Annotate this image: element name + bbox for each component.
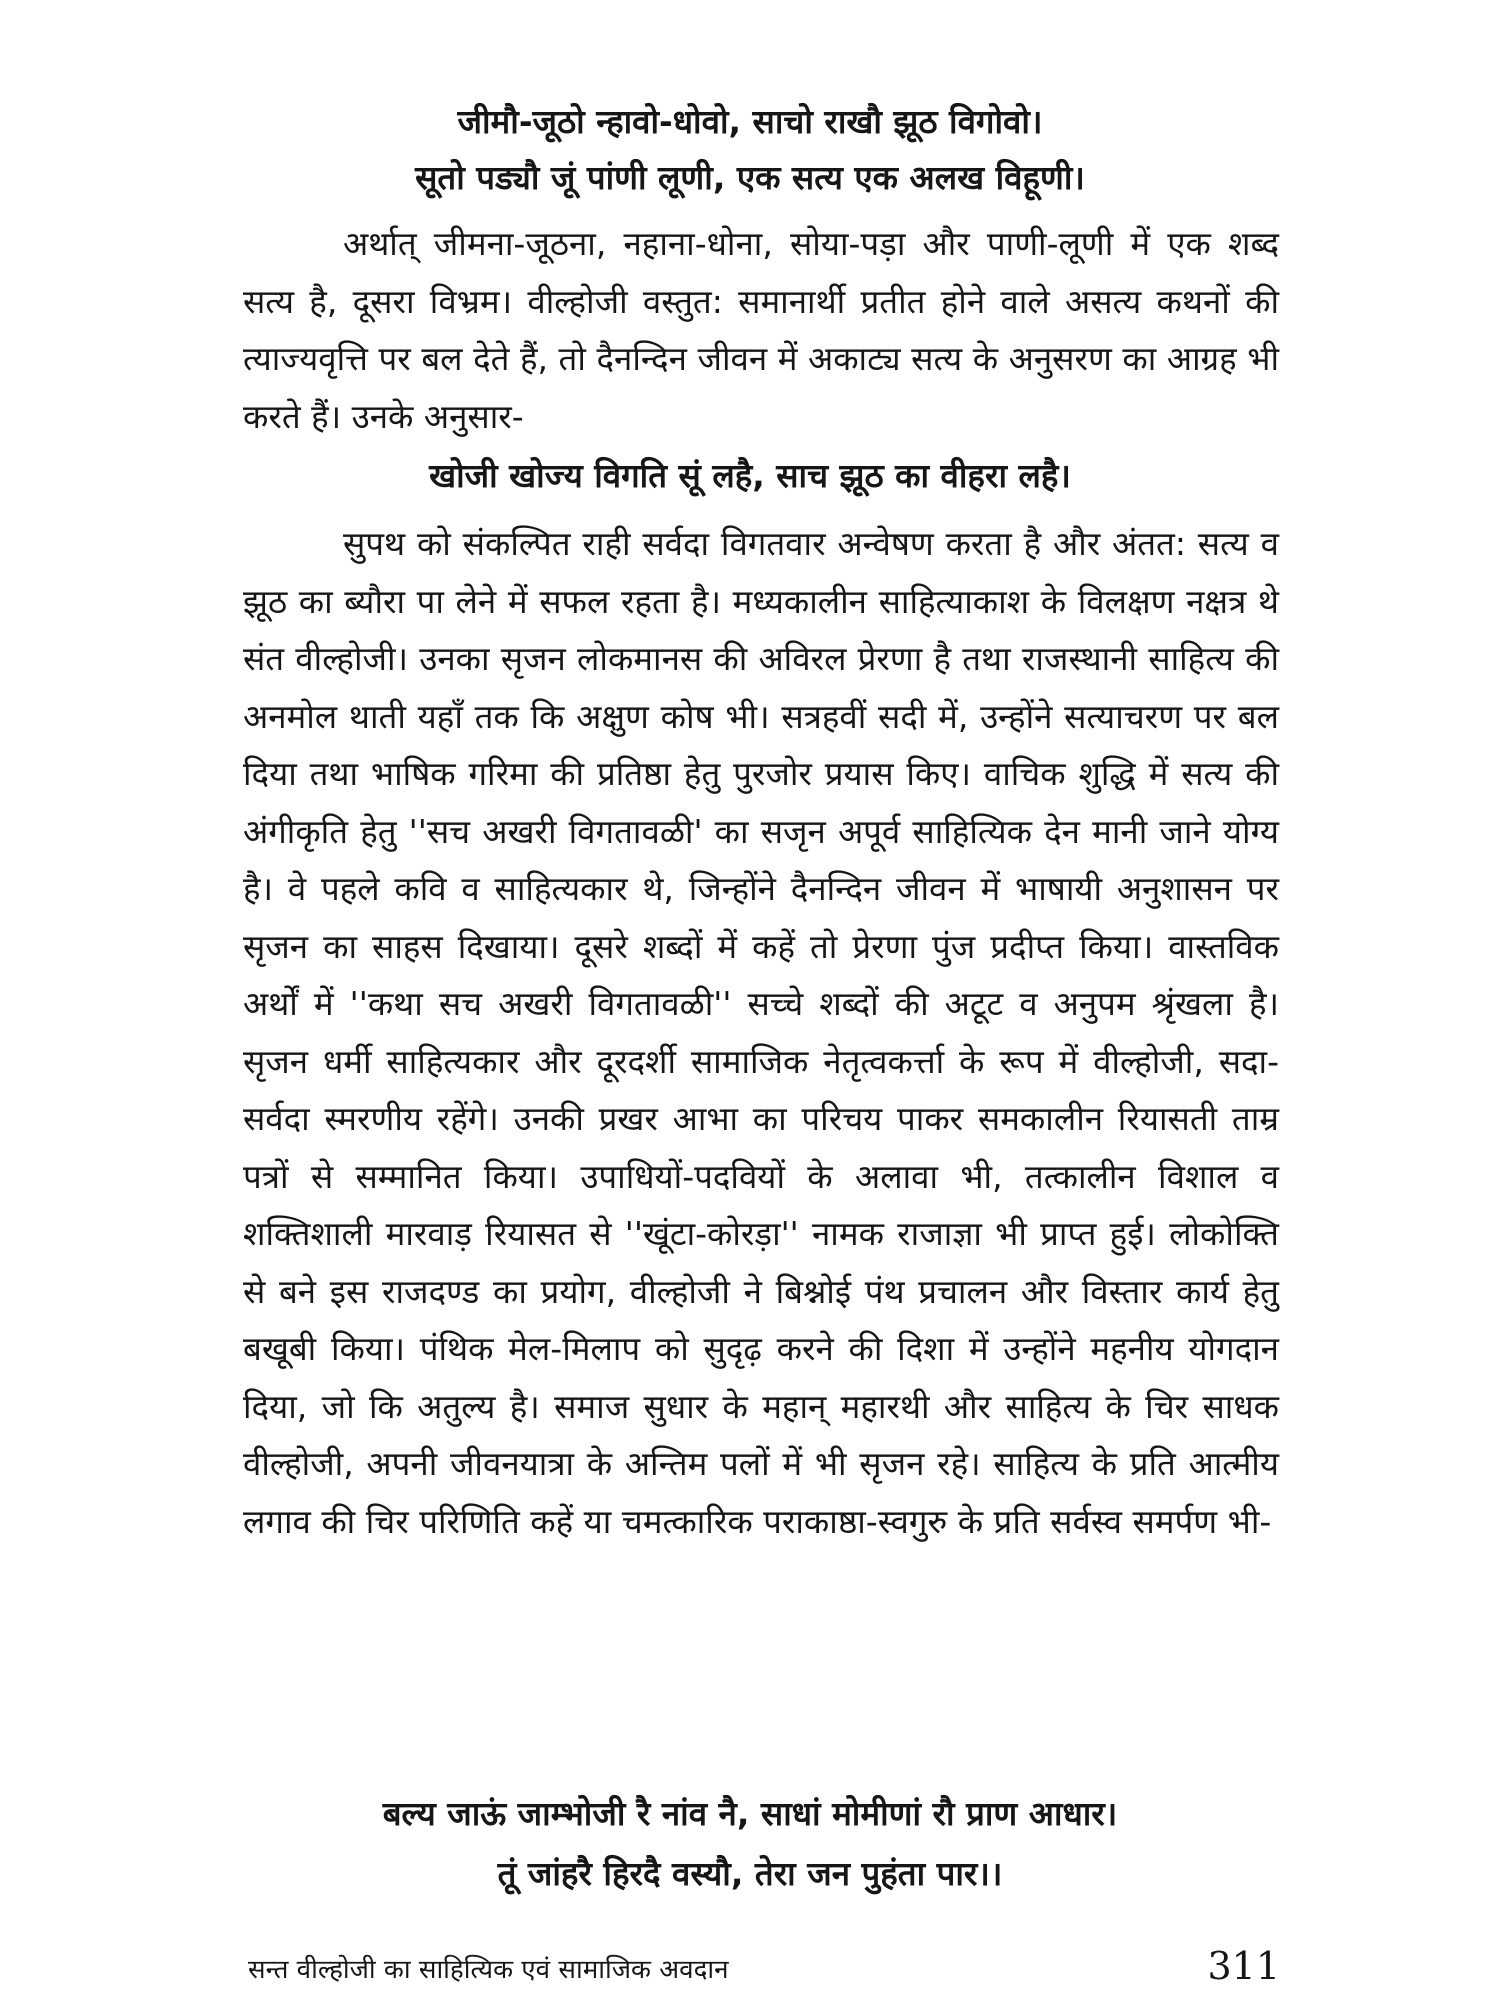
running-footer-title: सन्त वील्होजी का साहित्यिक एवं सामाजिक अवदान [248,1955,729,1985]
paragraph-text: सुपथ को संकल्पित राही सर्वदा विगतवार अन्वेषण करता है और अंतत: सत्य व झूठ का ब्यौरा पा लेने में सफल रहता है। मध्यकालीन साहित्याकाश के विलक्षण नक्षत्र थे संत वील्होजी। उनका सृजन लोकमानस की अविरल प्रेरणा है तथा राजस्थानी साहित्य की अनमोल थाती यहाँ तक कि अक्षुण कोष भी। सत्रहवीं सदी में, उन्होंने सत्याचरण पर बल दिया तथा भाषिक गरिमा की प्रतिष्ठा हेतु पुरजोर प्रयास किए। वाचिक शुद्धि में सत्य की अंगीकृति हेतु ''सच अखरी विगतावळी' का सजृन अपूर्व साहित्यिक देन मानी जाने योग्य है। वे पहले कवि व साहित्यकार थे, जिन्होंने दैनन्दिन जीवन में भाषायी अनुशासन पर सृजन का साहस दिखाया। दूसरे शब्दों में कहें तो प्रेरणा पुंज प्रदीप्त किया। वास्तविक अर्थों में ''कथा सच अखरी विगतावळी'' सच्चे शब्दों की अटूट व अनुपम श्रृंखला है। सृजन धर्मी साहित्यकार और दूरदर्शी सामाजिक नेतृत्वकर्त्ता के रूप में वील्होजी, सदा-सर्वदा स्मरणीय रहेंगे। उनकी प्रखर आभा का परिचय पाकर समकालीन रियासती ताम्र पत्रों से सम्मानित किया। उपाधियों-पदवियों के अलावा भी, तत्कालीन विशाल व शक्तिशाली मारवाड़ रियासत से ''खूंटा-कोरड़ा'' नामक राजाज्ञा भी प्राप्त हुई। लोकोक्ति से बने इस राजदण्ड का प्रयोग, वील्होजी ने बिश्नोई पंथ प्रचालन और विस्तार कार्य हेतु बखूबी किया। पंथिक मेल-मिलाप को सुदृढ़ करने की दिशा में उन्होंने महनीय योगदान दिया, जो कि अतुल्य है। समाज सुधार के महान् महारथी और साहित्य के चिर साधक वील्होजी, अपनी जीवनयात्रा के अन्तिम पलों में भी सृजन रहे। साहित्य के प्रति आत्मीय लगाव की चिर परिणिति कहें या चमत्कारिक पराकाष्ठा-स्वगुरु के प्रति सर्वस्व समर्पण भी- [243,524,1279,1541]
verse-line: बल्य जाऊं जाम्भोजी रै नांव नै, साधां मोमीणां रौ प्राण आधार। [382,1794,1118,1833]
verse-line: सूतो पड्यौ जूं पांणी लूणी, एक सत्य एक अलख विहूणी। [415,158,1085,197]
body-paragraph [243,515,1279,1550]
body-paragraph [243,215,1279,445]
verse-line: तूं जांहरै हिरदै वस्यौ, तेरा जन पुहंता पार।। [497,1854,1003,1893]
paragraph-text: अर्थात् जीमना-जूठना, नहाना-धोना, सोया-पड़ा और पाणी-लूणी में एक शब्द सत्य है, दूसरा विभ्रम। वील्होजी वस्तुत: समानार्थी प्रतीत होने वाले असत्य कथनों की त्याज्यवृत्ति पर बल देते हैं, तो दैनन्दिन जीवन में अकाट्य सत्य के अनुसरण का आग्रह भी करते हैं। उनके अनुसार- [243,224,1279,436]
page-number: 311 [1207,1944,1280,1988]
verse-line: खोजी खोज्य विगति सूं लहै, साच झूठ का वीहरा लहै। [429,456,1071,495]
verse-line: जीमौ-जूठो न्हावो-धोवो, साचो राखौ झूठ विगोवो। [457,102,1043,141]
